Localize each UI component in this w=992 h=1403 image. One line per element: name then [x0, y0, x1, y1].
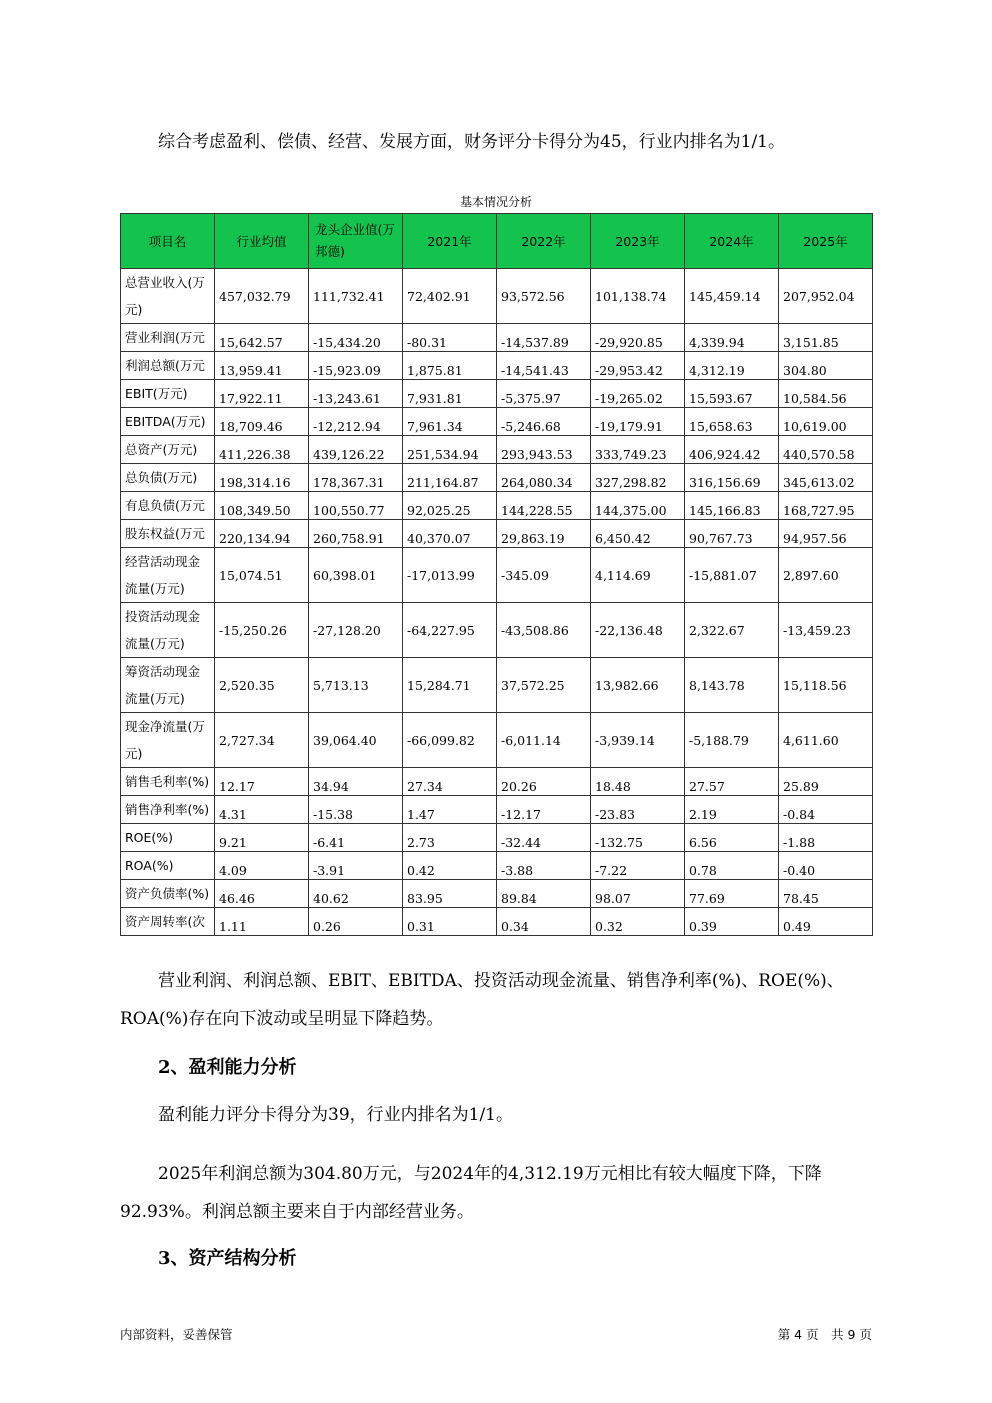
row-label: 筹资活动现金流量(万元)	[121, 658, 215, 713]
table-cell: 4.31	[215, 796, 309, 824]
table-cell: 144,228.55	[497, 492, 591, 520]
table-cell: 39,064.40	[309, 713, 403, 768]
table-row	[121, 658, 873, 713]
profitability-score-paragraph: 盈利能力评分卡得分为39，行业内排名为1/1。	[158, 1105, 513, 1125]
row-label: 资产负债率(%)	[121, 880, 215, 908]
table-cell: -13,459.23	[779, 603, 873, 658]
table-cell: 18.48	[591, 768, 685, 796]
row-label: 销售毛利率(%)	[121, 768, 215, 796]
table-cell: 60,398.01	[309, 548, 403, 603]
row-label: 现金净流量(万元)	[121, 713, 215, 768]
section-heading-profitability: 2、盈利能力分析	[158, 1057, 297, 1078]
table-cell: -43,508.86	[497, 603, 591, 658]
table-cell: 304.80	[779, 352, 873, 380]
table-row	[121, 548, 873, 603]
row-label: 营业利润(万元	[121, 324, 215, 352]
table-cell: 1.11	[215, 908, 309, 936]
header-cell: 2022年	[497, 214, 591, 269]
table-cell: -3,939.14	[591, 713, 685, 768]
table-cell: 0.39	[685, 908, 779, 936]
table-cell: -6,011.14	[497, 713, 591, 768]
table-cell: 4,339.94	[685, 324, 779, 352]
table-cell: 9.21	[215, 824, 309, 852]
table-cell: -3.88	[497, 852, 591, 880]
table-row	[121, 380, 873, 408]
table-cell: 15,118.56	[779, 658, 873, 713]
table-cell: 15,658.63	[685, 408, 779, 436]
table-cell: 40,370.07	[403, 520, 497, 548]
table-cell: -23.83	[591, 796, 685, 824]
table-cell: 100,550.77	[309, 492, 403, 520]
table-row	[121, 492, 873, 520]
table-row	[121, 603, 873, 658]
table-cell: 207,952.04	[779, 269, 873, 324]
footer-confidential: 内部资料，妥善保管	[120, 1327, 233, 1342]
table-cell: -132.75	[591, 824, 685, 852]
table-cell: -15,250.26	[215, 603, 309, 658]
header-cell: 2023年	[591, 214, 685, 269]
row-label: 股东权益(万元	[121, 520, 215, 548]
table-cell: 198,314.16	[215, 464, 309, 492]
table-row	[121, 908, 873, 936]
trend-paragraph: 营业利润、利润总额、EBIT、EBITDA、投资活动现金流量、销售净利率(%)、ROE(%)、ROA(%)存在向下波动或呈明显下降趋势。	[120, 971, 844, 1029]
table-cell: 457,032.79	[215, 269, 309, 324]
table-cell: 15,074.51	[215, 548, 309, 603]
table-cell: -0.84	[779, 796, 873, 824]
table-cell: 0.32	[591, 908, 685, 936]
table-cell: -64,227.95	[403, 603, 497, 658]
row-label: 经营活动现金流量(万元)	[121, 548, 215, 603]
table-row	[121, 713, 873, 768]
table-cell: 1,875.81	[403, 352, 497, 380]
table-cell: -14,537.89	[497, 324, 591, 352]
table-cell: -12.17	[497, 796, 591, 824]
table-cell: -7.22	[591, 852, 685, 880]
row-label: EBIT(万元)	[121, 380, 215, 408]
table-cell: 6,450.42	[591, 520, 685, 548]
table-cell: -15,434.20	[309, 324, 403, 352]
table-cell: 6.56	[685, 824, 779, 852]
table-cell: 260,758.91	[309, 520, 403, 548]
table-cell: -3.91	[309, 852, 403, 880]
table-cell: 2,897.60	[779, 548, 873, 603]
table-cell: 77.69	[685, 880, 779, 908]
table-cell: 0.49	[779, 908, 873, 936]
table-cell: 98.07	[591, 880, 685, 908]
table-cell: 178,367.31	[309, 464, 403, 492]
header-cell: 项目名	[121, 214, 215, 269]
table-row	[121, 464, 873, 492]
header-cell: 2025年	[779, 214, 873, 269]
table-cell: 211,164.87	[403, 464, 497, 492]
row-label: 销售净利率(%)	[121, 796, 215, 824]
table-cell: 0.78	[685, 852, 779, 880]
table-row	[121, 852, 873, 880]
table-cell: 90,767.73	[685, 520, 779, 548]
table-cell: 345,613.02	[779, 464, 873, 492]
row-label: ROA(%)	[121, 852, 215, 880]
table-cell: 4.09	[215, 852, 309, 880]
table-cell: 2.19	[685, 796, 779, 824]
table-cell: -5,246.68	[497, 408, 591, 436]
table-cell: 37,572.25	[497, 658, 591, 713]
table-cell: -5,375.97	[497, 380, 591, 408]
table-cell: 12.17	[215, 768, 309, 796]
table-cell: 4,114.69	[591, 548, 685, 603]
table-cell: 168,727.95	[779, 492, 873, 520]
table-cell: 2.73	[403, 824, 497, 852]
table-cell: 27.34	[403, 768, 497, 796]
table-cell: 25.89	[779, 768, 873, 796]
table-cell: 17,922.11	[215, 380, 309, 408]
header-cell: 行业均值	[215, 214, 309, 269]
table-cell: 13,982.66	[591, 658, 685, 713]
table-body	[121, 269, 873, 936]
table-cell: 316,156.69	[685, 464, 779, 492]
table-cell: 327,298.82	[591, 464, 685, 492]
table-cell: 4,611.60	[779, 713, 873, 768]
row-label: 总负债(万元)	[121, 464, 215, 492]
table-cell: 108,349.50	[215, 492, 309, 520]
table-cell: 92,025.25	[403, 492, 497, 520]
table-cell: 15,593.67	[685, 380, 779, 408]
table-cell: 72,402.91	[403, 269, 497, 324]
table-row	[121, 408, 873, 436]
table-cell: 7,931.81	[403, 380, 497, 408]
table-cell: -345.09	[497, 548, 591, 603]
row-label: 投资活动现金流量(万元)	[121, 603, 215, 658]
table-cell: 15,284.71	[403, 658, 497, 713]
table-cell: 0.34	[497, 908, 591, 936]
table-cell: 411,226.38	[215, 436, 309, 464]
section-heading-asset-structure: 3、资产结构分析	[158, 1248, 297, 1269]
table-cell: 5,713.13	[309, 658, 403, 713]
table-cell: 1.47	[403, 796, 497, 824]
table-row	[121, 768, 873, 796]
table-row	[121, 324, 873, 352]
table-cell: 40.62	[309, 880, 403, 908]
table-cell: 93,572.56	[497, 269, 591, 324]
table-cell: 111,732.41	[309, 269, 403, 324]
table-cell: 4,312.19	[685, 352, 779, 380]
table-cell: -1.88	[779, 824, 873, 852]
table-row	[121, 520, 873, 548]
table-row	[121, 880, 873, 908]
table-cell: 29,863.19	[497, 520, 591, 548]
row-label: EBITDA(万元)	[121, 408, 215, 436]
table-cell: 0.26	[309, 908, 403, 936]
table-cell: -80.31	[403, 324, 497, 352]
table-cell: 8,143.78	[685, 658, 779, 713]
table-cell: 2,520.35	[215, 658, 309, 713]
row-label: 总资产(万元)	[121, 436, 215, 464]
table-header-row	[121, 214, 873, 269]
table-cell: -6.41	[309, 824, 403, 852]
table-cell: 333,749.23	[591, 436, 685, 464]
table-cell: 144,375.00	[591, 492, 685, 520]
table-cell: -15.38	[309, 796, 403, 824]
table-cell: -14,541.43	[497, 352, 591, 380]
table-cell: -15,923.09	[309, 352, 403, 380]
profit-change-paragraph: 2025年利润总额为304.80万元，与2024年的4,312.19万元相比有较大幅度下降，下降92.93%。利润总额主要来自于内部经营业务。	[120, 1164, 822, 1222]
table-cell: 34.94	[309, 768, 403, 796]
table-cell: 0.42	[403, 852, 497, 880]
row-label: 有息负债(万元	[121, 492, 215, 520]
table-cell: 293,943.53	[497, 436, 591, 464]
table-cell: 145,166.83	[685, 492, 779, 520]
table-cell: -15,881.07	[685, 548, 779, 603]
header-cell: 2024年	[685, 214, 779, 269]
table-cell: 251,534.94	[403, 436, 497, 464]
table-cell: -66,099.82	[403, 713, 497, 768]
table-cell: 20.26	[497, 768, 591, 796]
table-row	[121, 352, 873, 380]
table-cell: -19,179.91	[591, 408, 685, 436]
table-cell: -32.44	[497, 824, 591, 852]
table-cell: -5,188.79	[685, 713, 779, 768]
row-label: 利润总额(万元	[121, 352, 215, 380]
table-row	[121, 269, 873, 324]
table-cell: 2,727.34	[215, 713, 309, 768]
row-label: 资产周转率(次	[121, 908, 215, 936]
table-cell: -29,920.85	[591, 324, 685, 352]
table-cell: 78.45	[779, 880, 873, 908]
table-cell: 440,570.58	[779, 436, 873, 464]
table-cell: 7,961.34	[403, 408, 497, 436]
table-cell: -0.40	[779, 852, 873, 880]
financial-table	[120, 213, 873, 936]
row-label: ROE(%)	[121, 824, 215, 852]
table-cell: -19,265.02	[591, 380, 685, 408]
table-cell: 406,924.42	[685, 436, 779, 464]
table-cell: 101,138.74	[591, 269, 685, 324]
row-label: 总营业收入(万元)	[121, 269, 215, 324]
table-cell: 18,709.46	[215, 408, 309, 436]
table-cell: 264,080.34	[497, 464, 591, 492]
table-cell: 439,126.22	[309, 436, 403, 464]
table-cell: 83.95	[403, 880, 497, 908]
table-cell: 10,619.00	[779, 408, 873, 436]
table-row	[121, 436, 873, 464]
table-cell: 94,957.56	[779, 520, 873, 548]
table-cell: 46.46	[215, 880, 309, 908]
table-row	[121, 824, 873, 852]
table-caption: 基本情况分析	[459, 195, 532, 209]
footer-page-number: 第 4 页 共 9 页	[777, 1327, 872, 1342]
table-cell: -22,136.48	[591, 603, 685, 658]
table-cell: -13,243.61	[309, 380, 403, 408]
table-cell: 15,642.57	[215, 324, 309, 352]
header-cell: 2021年	[403, 214, 497, 269]
table-cell: -17,013.99	[403, 548, 497, 603]
table-cell: 13,959.41	[215, 352, 309, 380]
table-cell: 27.57	[685, 768, 779, 796]
table-cell: 220,134.94	[215, 520, 309, 548]
table-cell: 3,151.85	[779, 324, 873, 352]
table-cell: -12,212.94	[309, 408, 403, 436]
header-cell: 龙头企业值(万邦德)	[309, 214, 403, 269]
table-cell: 89.84	[497, 880, 591, 908]
table-cell: 10,584.56	[779, 380, 873, 408]
table-cell: 0.31	[403, 908, 497, 936]
table-cell: 2,322.67	[685, 603, 779, 658]
table-cell: 145,459.14	[685, 269, 779, 324]
intro-paragraph: 综合考虑盈利、偿债、经营、发展方面，财务评分卡得分为45，行业内排名为1/1。	[158, 132, 785, 152]
table-cell: -29,953.42	[591, 352, 685, 380]
table-row	[121, 796, 873, 824]
table-cell: -27,128.20	[309, 603, 403, 658]
